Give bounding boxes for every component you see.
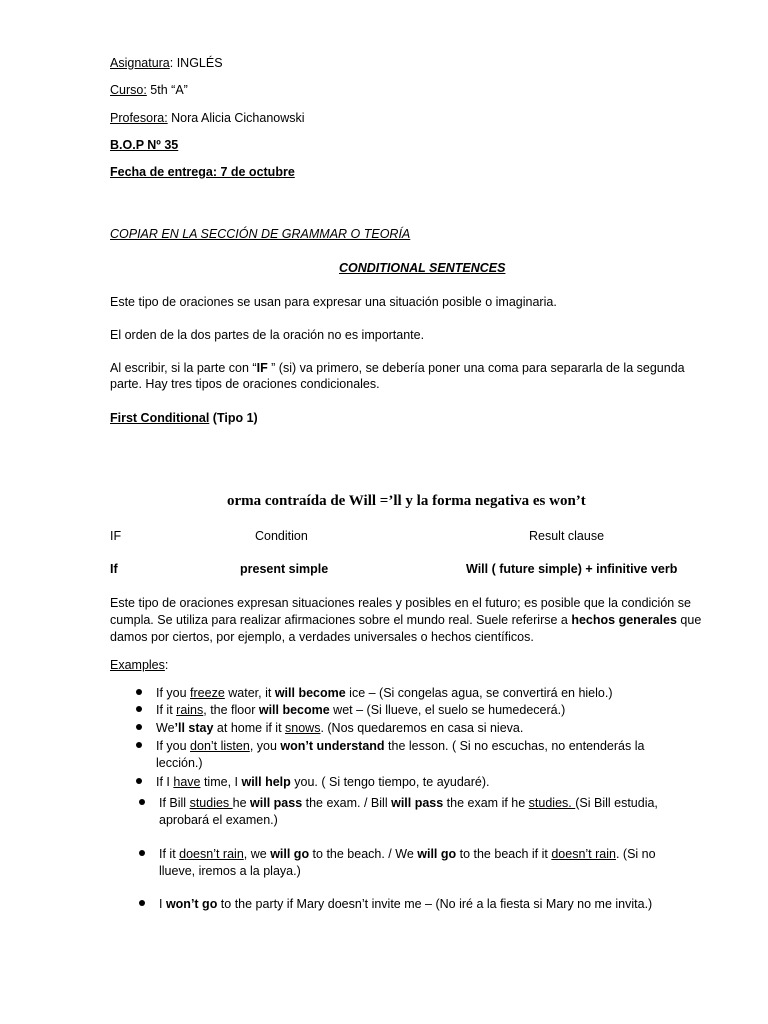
course-value: 5th “A”: [146, 83, 188, 97]
example-verb: doesn’t rain: [179, 847, 244, 861]
page-title: CONDITIONAL SENTENCES: [339, 261, 506, 275]
description-line-2-end: que: [676, 613, 702, 627]
example-text: to the beach if it: [456, 847, 552, 861]
description-line-2-text: cumpla. Se utiliza para realizar afirmaciones sobre el mundo real. Suele referirse a: [110, 613, 572, 627]
bullet-icon: [136, 689, 142, 695]
example-result: ’ll stay: [174, 721, 214, 735]
example-text: If you: [156, 739, 191, 753]
example-text: If it: [159, 847, 180, 861]
example-text: We: [156, 721, 175, 735]
example-item-7-continuation: llueve, iremos a la playa.): [159, 864, 301, 878]
example-result: will become: [258, 703, 330, 717]
example-item-7: [159, 846, 656, 862]
structure-header-if: IF: [110, 529, 122, 543]
example-translation: to the party if Mary doesn’t invite me – (No iré a la fiesta si Mary no me invita.): [217, 897, 653, 911]
structure-value-if: If: [110, 562, 118, 576]
first-conditional-heading-text: First Conditional: [110, 411, 210, 425]
examples-heading: [110, 657, 168, 673]
due-date: Fecha de entrega: 7 de octubre: [110, 165, 295, 179]
example-text: If you: [156, 686, 191, 700]
example-text: at home if it: [213, 721, 286, 735]
example-item-6-continuation: aprobará el examen.): [159, 813, 278, 827]
bullet-icon: [139, 850, 145, 856]
course-line: [110, 82, 188, 98]
example-result: will go: [270, 847, 310, 861]
example-result: won’t understand: [280, 739, 385, 753]
subject-value: : INGLÉS: [169, 56, 223, 70]
intro-paragraph-3-line-1: [110, 360, 685, 376]
intro-paragraph-2: El orden de la dos partes de la oración no es importante.: [110, 328, 425, 342]
teacher-line: [110, 110, 305, 126]
teacher-value: Nora Alicia Cichanowski: [167, 111, 305, 125]
example-text: to the beach. / We: [309, 847, 418, 861]
structure-value-result: Will ( future simple) + infinitive verb: [466, 562, 678, 576]
intro-p3-text-b: ” (si) va primero, se debería poner una coma para separarla de la segunda: [267, 361, 685, 375]
example-text: If Bill: [159, 796, 190, 810]
teacher-label: Profesora:: [110, 111, 168, 125]
example-verb: don’t listen: [190, 739, 250, 753]
example-translation: . (Si no: [615, 847, 656, 861]
structure-value-condition: present simple: [240, 562, 329, 576]
example-item-2: [156, 702, 565, 718]
example-item-1: [156, 685, 613, 701]
example-text: the exam. / Bill: [302, 796, 392, 810]
example-item-3: [156, 720, 523, 736]
example-text: If I: [156, 775, 174, 789]
bullet-icon: [139, 799, 145, 805]
example-item-8: [159, 896, 652, 912]
bullet-icon: [136, 706, 142, 712]
example-result: will pass: [391, 796, 444, 810]
first-conditional-heading: [110, 410, 258, 426]
bullet-icon: [136, 742, 142, 748]
description-line-2: [110, 612, 701, 628]
example-verb: studies: [189, 796, 233, 810]
example-verb: rains: [176, 703, 204, 717]
example-verb: freeze: [190, 686, 225, 700]
example-translation: the lesson. ( Si no escuchas, no entenderás la: [384, 739, 645, 753]
example-item-6: [159, 795, 658, 811]
description-line-1: Este tipo de oraciones expresan situaciones reales y posibles en el futuro; es posible que la condición se: [110, 596, 691, 610]
example-text: , we: [243, 847, 271, 861]
example-verb: snows: [285, 721, 321, 735]
example-translation: (Si Bill estudia,: [575, 796, 658, 810]
bop-number: B.O.P Nº 35: [110, 138, 179, 152]
example-text: If it: [156, 703, 177, 717]
course-label: Curso:: [110, 83, 147, 97]
intro-p3-if: IF: [256, 361, 268, 375]
example-text: he: [232, 796, 251, 810]
first-conditional-heading-suffix: (Tipo 1): [209, 411, 258, 425]
example-item-4: [156, 738, 644, 754]
example-result: will go: [417, 847, 457, 861]
bullet-icon: [139, 900, 145, 906]
examples-label: Examples: [110, 658, 165, 672]
example-verb: doesn’t rain: [551, 847, 616, 861]
structure-header-condition: Condition: [255, 529, 308, 543]
example-item-5: [156, 774, 490, 790]
subject-label: Asignatura: [110, 56, 170, 70]
example-text: water, it: [224, 686, 275, 700]
bullet-icon: [136, 724, 142, 730]
example-result: will become: [274, 686, 346, 700]
example-verb: have: [173, 775, 201, 789]
example-verb: studies.: [528, 796, 576, 810]
intro-paragraph-3-line-2: parte. Hay tres tipos de oraciones condicionales.: [110, 377, 380, 391]
example-item-4-continuation: lección.): [156, 756, 203, 770]
contracted-form-note: orma contraída de Will =’ll y la forma negativa es won’t: [227, 493, 586, 509]
description-general-facts: hechos generales: [571, 613, 677, 627]
example-result: will help: [241, 775, 291, 789]
structure-header-result: Result clause: [529, 529, 605, 543]
examples-colon: :: [164, 658, 169, 672]
example-text: , you: [249, 739, 281, 753]
instruction-line: COPIAR EN LA SECCIÓN DE GRAMMAR O TEORÍA: [110, 227, 411, 241]
example-text: I: [159, 897, 166, 911]
subject-line: [110, 55, 223, 71]
example-translation: wet – (Si llueve, el suelo se humedecerá.): [329, 703, 566, 717]
example-translation: . (Nos quedaremos en casa si nieva.: [320, 721, 524, 735]
intro-paragraph-1: Este tipo de oraciones se usan para expresar una situación posible o imaginaria.: [110, 295, 557, 309]
example-text: the exam if he: [443, 796, 529, 810]
description-line-3: damos por ciertos, por ejemplo, a verdades universales o hechos científicos.: [110, 630, 534, 644]
example-result: will pass: [250, 796, 303, 810]
example-translation: you. ( Si tengo tiempo, te ayudaré).: [290, 775, 490, 789]
example-text: time, I: [200, 775, 242, 789]
example-result: won’t go: [165, 897, 218, 911]
bullet-icon: [136, 778, 142, 784]
intro-p3-text-a: Al escribir, si la parte con “: [110, 361, 257, 375]
example-translation: ice – (Si congelas agua, se convertirá en hielo.): [345, 686, 613, 700]
example-text: , the floor: [203, 703, 259, 717]
